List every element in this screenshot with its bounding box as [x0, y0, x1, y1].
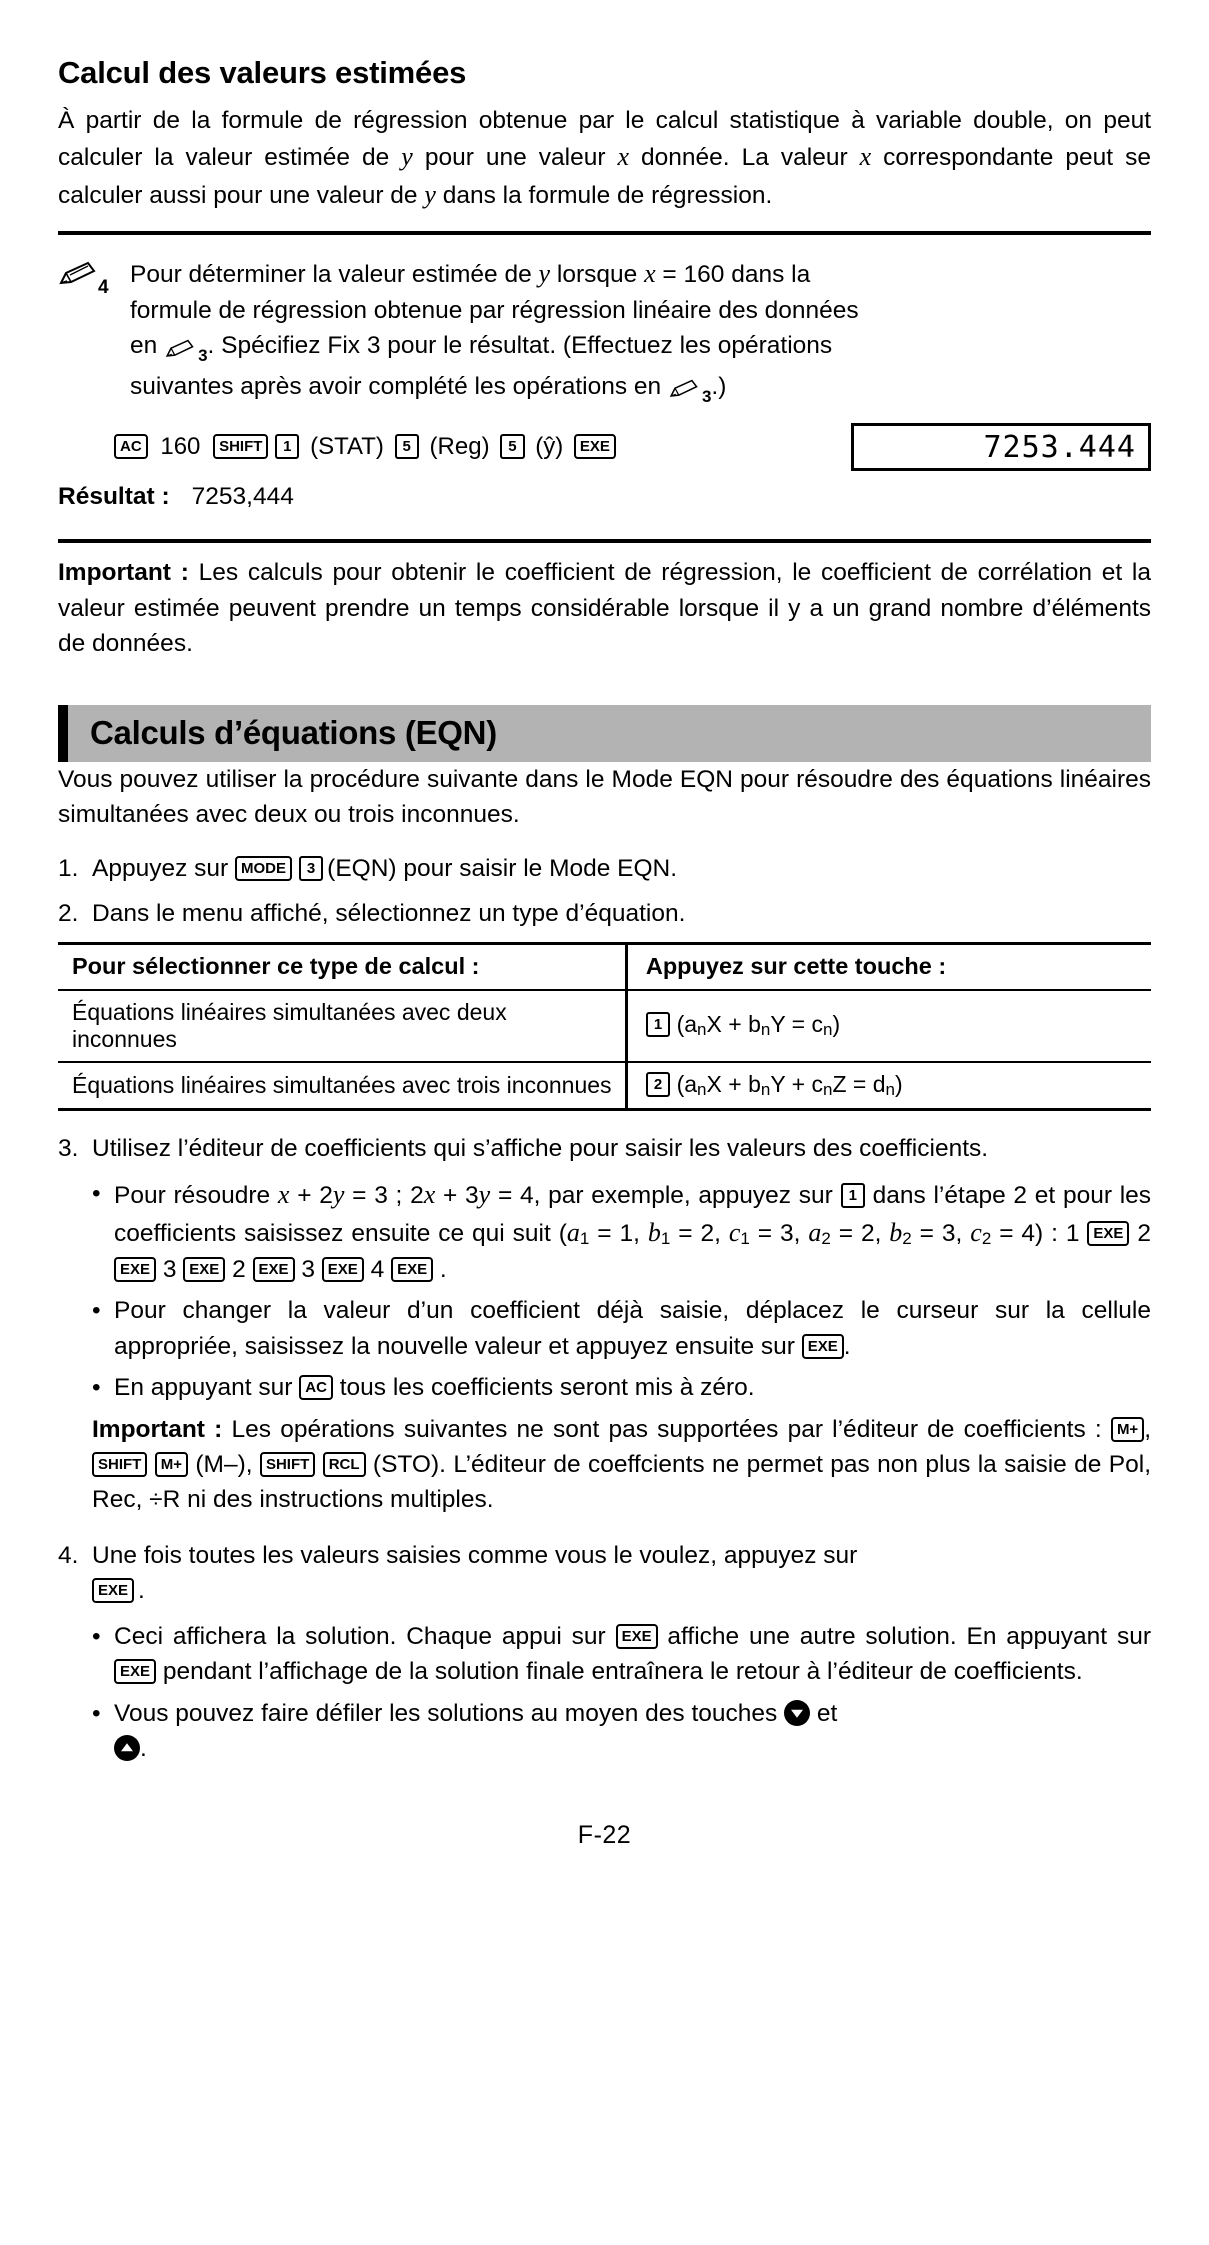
calculator-display: 7253.444	[851, 423, 1151, 471]
procedure-steps-2	[58, 1131, 1151, 1167]
key-exe-s5[interactable]: EXE	[322, 1257, 364, 1282]
key-exe-change[interactable]: EXE	[802, 1334, 844, 1359]
row-1-type: Équations linéaires simultanées avec deux inconnues	[58, 990, 626, 1062]
pencil-icon-ref-2: 3	[668, 371, 711, 410]
list-item	[92, 1293, 1151, 1364]
bullet-5-text: Vous pouvez faire défiler les solutions au moyen des touches et .	[114, 1699, 838, 1763]
key-sequence-row	[58, 423, 1151, 471]
table-row	[58, 1062, 1151, 1110]
important-label-2: Important :	[92, 1415, 223, 1443]
bullet-dot: •	[92, 1699, 101, 1727]
key-shift-3[interactable]: SHIFT	[260, 1452, 315, 1477]
row-1-formula: (anX + bnY = cn)	[676, 1011, 841, 1040]
result-value: 7253,444	[191, 483, 294, 511]
key-m-plus-2[interactable]: M+	[155, 1452, 188, 1477]
key-sequence	[58, 433, 616, 461]
key-exe[interactable]: EXE	[574, 434, 616, 459]
step-2	[58, 896, 1151, 932]
table-header-key: Appuyez sur cette touche :	[626, 943, 1151, 990]
result-row	[58, 483, 1151, 511]
example-marker	[58, 255, 130, 409]
list-item	[92, 1370, 1151, 1406]
procedure-steps	[58, 851, 1151, 932]
row-2-formula: (anX + bnY + cnZ = dn)	[676, 1070, 903, 1099]
step-4-details	[92, 1619, 1151, 1767]
divider-mid	[58, 539, 1151, 543]
key-exe-s4[interactable]: EXE	[253, 1257, 295, 1282]
key-1-step[interactable]: 1	[841, 1183, 865, 1208]
key-exe-s3[interactable]: EXE	[183, 1257, 225, 1282]
row-2-type: Équations linéaires simultanées avec trois inconnues	[58, 1062, 626, 1110]
page-number: F-22	[577, 1820, 632, 1849]
step-3-text: Utilisez l’éditeur de coefficients qui s’affiche pour saisir les valeurs des coefficients.	[92, 1134, 989, 1162]
key-5b[interactable]: 5	[500, 434, 524, 459]
bullet-2-text: Pour changer la valeur d’un coefficient déjà saisie, déplacez le curseur sur la cellule appropriée, saisissez la nouvelle valeur et appuyez ensuite sur EXE .	[114, 1297, 1151, 1360]
list-item	[92, 1696, 1151, 1767]
step-4-number: 4.	[58, 1541, 79, 1569]
table-header-row	[58, 943, 1151, 990]
label-reg: (Reg)	[429, 433, 490, 461]
step-3	[58, 1131, 1151, 1167]
chapter-title: Calculs d’équations (EQN)	[90, 714, 497, 752]
key-ac[interactable]: AC	[114, 434, 148, 459]
table-header-type: Pour sélectionner ce type de calcul :	[58, 943, 626, 990]
step-1-text: Appuyez sur MODE 3 (EQN) pour saisir le Mode EQN.	[92, 854, 678, 882]
list-item	[92, 1619, 1151, 1690]
step-2-text: Dans le menu affiché, sélectionnez un type d’équation.	[92, 900, 686, 928]
key-exe-sol-2[interactable]: EXE	[114, 1659, 156, 1684]
important-text-1: Les calculs pour obtenir le coefficient de régression, le coefficient de corrélation et la valeur estimée peuvent prendre un temps considérable lorsque il y a un grand nombre d’éléments de données.	[58, 559, 1152, 657]
key-exe-s1[interactable]: EXE	[1087, 1221, 1129, 1246]
key-exe-sol-1[interactable]: EXE	[616, 1624, 658, 1649]
step-4-bullets	[92, 1619, 1151, 1767]
step-3-bullets	[92, 1176, 1151, 1405]
step-1-number: 1.	[58, 854, 79, 882]
key-exe-s2[interactable]: EXE	[114, 1257, 156, 1282]
key-shift[interactable]: SHIFT	[213, 434, 268, 459]
down-arrow-key-icon[interactable]	[784, 1700, 810, 1726]
key-m-plus[interactable]: M+	[1111, 1417, 1144, 1442]
step-1	[58, 851, 1151, 887]
result-label: Résultat :	[58, 483, 170, 511]
page-title: Calcul des valeurs estimées	[58, 55, 467, 90]
row-2-key-cell	[626, 1062, 1151, 1110]
bullet-1-text: Pour résoudre x + 2y = 3 ; 2x + 3y = 4, par exemple, appuyez sur 1 dans l’étape 2 et pour les coefficients saisissez ensuite ce qui suit (a1 = 1, b1 = 2, c1 = 3, a2 = 2, b2 = 3, c2 = 4) : 1 EXE 2 EXE 3 EXE 2 EXE 3 EXE 4 EXE .	[114, 1180, 1152, 1283]
key-exe-s6[interactable]: EXE	[391, 1257, 433, 1282]
key-3[interactable]: 3	[299, 856, 323, 881]
important-note-1	[58, 555, 1151, 661]
bullet-4-text: Ceci affichera la solution. Chaque appui sur EXE affiche une autre solution. En appuyant sur EXE pendant l’affichage de la solution finale entraînera le retour à l’éditeur de coefficients.	[114, 1622, 1151, 1686]
equation-type-table	[58, 942, 1151, 1111]
bullet-dot: •	[92, 1180, 101, 1208]
important-note-2: Important : Les opérations suivantes ne sont pas supportées par l’éditeur de coefficients : M+ , SHIFT M+ (M–), SHIFT RCL (STO). L’éditeur de coeffcients ne permet pas non plus la saisie de Pol, Rec, ÷R ni des instructions multiples.	[92, 1415, 1152, 1514]
example-number: 4	[98, 277, 109, 299]
step-2-number: 2.	[58, 900, 79, 928]
step-4-text: Une fois toutes les valeurs saisies comme vous le voulez, appuyez sur EXE .	[92, 1541, 858, 1605]
chapter-intro: Vous pouvez utiliser la procédure suivante dans le Mode EQN pour résoudre des équations linéaires simultanées avec deux ou trois inconnues.	[58, 766, 1151, 829]
pencil-icon-ref-1: 3	[164, 330, 207, 369]
pencil-icon	[58, 261, 100, 287]
list-item	[92, 1176, 1151, 1287]
section-intro: À partir de la formule de régression obtenue par le calcul statistique à variable double, on peut calculer la valeur estimée de y pour une valeur x donnée. La valeur x correspondante peut se calculer aussi pour une valeur de y dans la formule de régression.	[58, 107, 1151, 209]
key-5a[interactable]: 5	[395, 434, 419, 459]
key-1[interactable]: 1	[275, 434, 299, 459]
step-3-details	[92, 1176, 1151, 1517]
key-ac-reset[interactable]: AC	[299, 1375, 333, 1400]
up-arrow-key-icon[interactable]	[114, 1735, 140, 1761]
label-yhat: (ŷ)	[535, 433, 564, 461]
important-label-1: Important :	[58, 559, 189, 587]
key-rcl[interactable]: RCL	[323, 1452, 366, 1477]
key-value: 160	[160, 433, 201, 461]
table-row	[58, 990, 1151, 1062]
key-mode[interactable]: MODE	[235, 856, 292, 881]
chapter-heading-bar	[58, 705, 1151, 762]
label-stat: (STAT)	[310, 433, 384, 461]
bullet-dot: •	[92, 1297, 101, 1325]
bullet-3-text: En appuyant sur AC tous les coefficients seront mis à zéro.	[114, 1374, 755, 1402]
procedure-steps-3	[58, 1538, 1151, 1609]
key-exe-step4[interactable]: EXE	[92, 1578, 134, 1603]
key-eqn-1[interactable]: 1	[646, 1012, 670, 1037]
bullet-dot: •	[92, 1622, 101, 1650]
key-shift-2[interactable]: SHIFT	[92, 1452, 147, 1477]
example-text: Pour déterminer la valeur estimée de y lorsque x = 160 dans la formule de régression obtenue par régression linéaire des données en $_3$. Spécifiez Fix 3 pour le résultat. (Effectuez les opérations suivantes après avoir complété les opérations en $_3$.)	[130, 255, 1151, 409]
key-eqn-2[interactable]: 2	[646, 1072, 670, 1097]
step-4	[58, 1538, 1151, 1609]
bullet-dot: •	[92, 1374, 101, 1402]
example-block	[58, 255, 1151, 409]
step-3-number: 3.	[58, 1134, 79, 1162]
row-1-key-cell	[626, 990, 1151, 1062]
